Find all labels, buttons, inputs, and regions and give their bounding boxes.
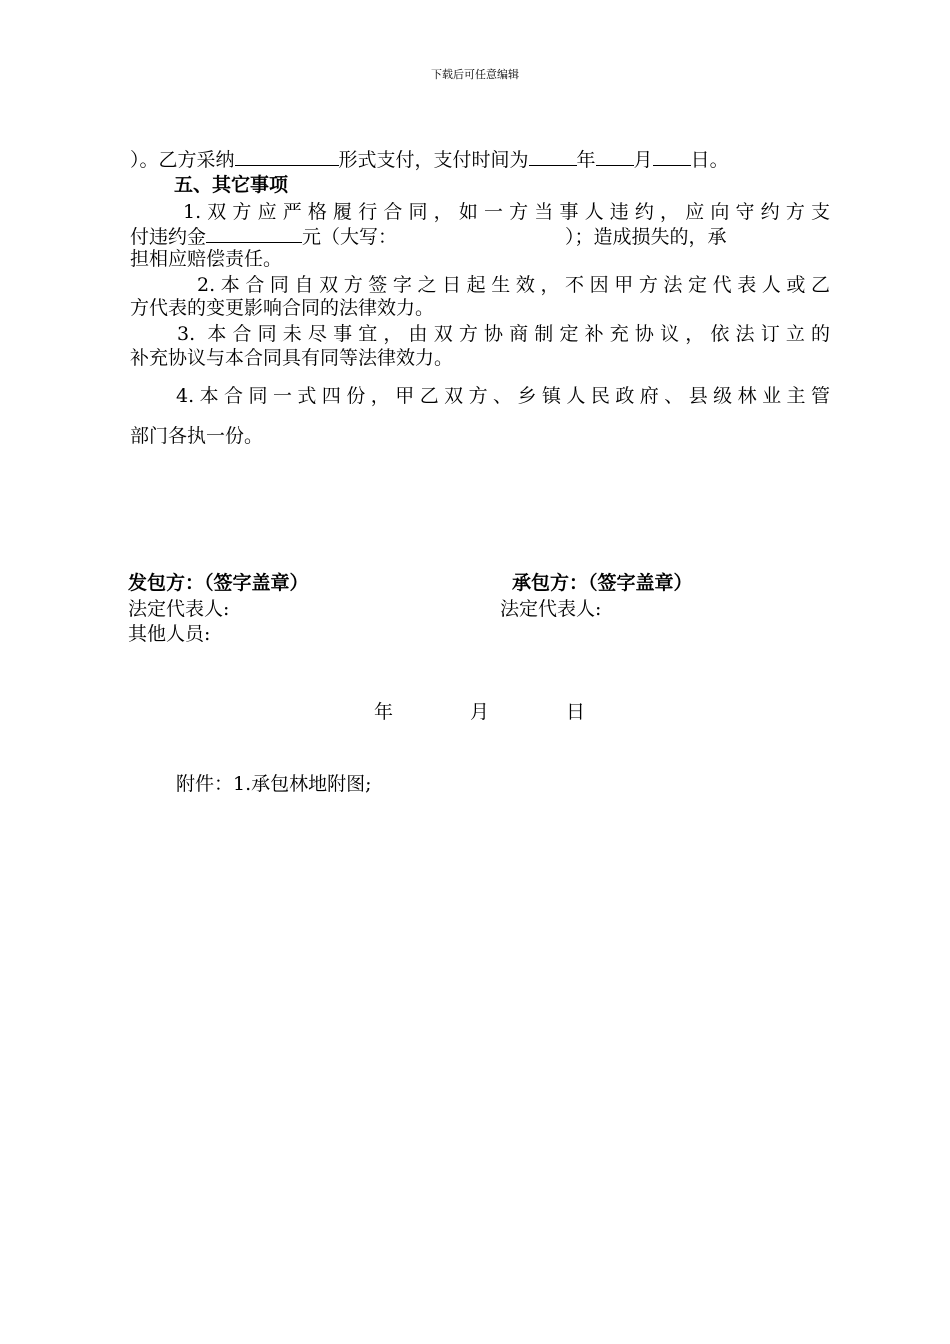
page-header: 下载后可任意编辑 <box>431 68 519 81</box>
item3-line2: 补充协议与本合同具有同等法律效力。 <box>130 347 454 369</box>
penalty-label: 付违约金 <box>130 226 207 248</box>
item4-line1: 4.本合同一式四份，甲乙双方、乡镇人民政府、县级林业主管 <box>176 385 830 407</box>
attachment-line: 附件：1.承包林地附图; <box>176 773 372 795</box>
item2-line2: 方代表的变更影响合同的法律效力。 <box>130 297 435 319</box>
party-b-legal-rep: 法定代表人: <box>500 598 602 620</box>
payment-prefix: ）。乙方采纳 <box>130 149 235 171</box>
item1-line1: 1.双方应严格履行合同，如一方当事人违约，应向守约方支 <box>183 201 830 223</box>
payment-day-blank <box>653 148 691 166</box>
penalty-amount-blank <box>206 225 302 243</box>
payment-year-blank <box>529 148 577 166</box>
payment-mid: 形式支付，支付时间为 <box>338 149 529 171</box>
penalty-tail: ）；造成损失的，承 <box>565 226 727 248</box>
penalty-capital-label: 元（大写： <box>302 226 398 248</box>
date-month: 月 <box>470 701 490 723</box>
other-personnel: 其他人员: <box>128 623 211 645</box>
item1-line2 <box>130 225 830 249</box>
payment-month: 月 <box>633 149 653 171</box>
date-year: 年 <box>374 701 394 723</box>
item2-line1: 2.本合同自双方签字之日起生效，不因甲方法定代表人或乙 <box>197 274 830 296</box>
item3-line1: 3. 本合同未尽事宜，由双方协商制定补充协议，依法订立的 <box>177 323 830 345</box>
payment-month-blank <box>596 148 634 166</box>
payment-day: 日。 <box>690 149 729 171</box>
payment-line <box>130 148 830 172</box>
party-a-legal-rep: 法定代表人: <box>128 598 230 620</box>
date-day: 日 <box>566 701 586 723</box>
item1-line3: 担相应赔偿责任。 <box>130 248 283 270</box>
item4-line2: 部门各执一份。 <box>130 425 264 447</box>
payment-form-blank <box>235 148 339 166</box>
party-b-signature: 承包方：（签字盖章） <box>512 572 693 594</box>
payment-year: 年 <box>576 149 596 171</box>
party-a-signature: 发包方：（签字盖章） <box>128 572 309 594</box>
section-title: 五、其它事项 <box>174 174 289 196</box>
